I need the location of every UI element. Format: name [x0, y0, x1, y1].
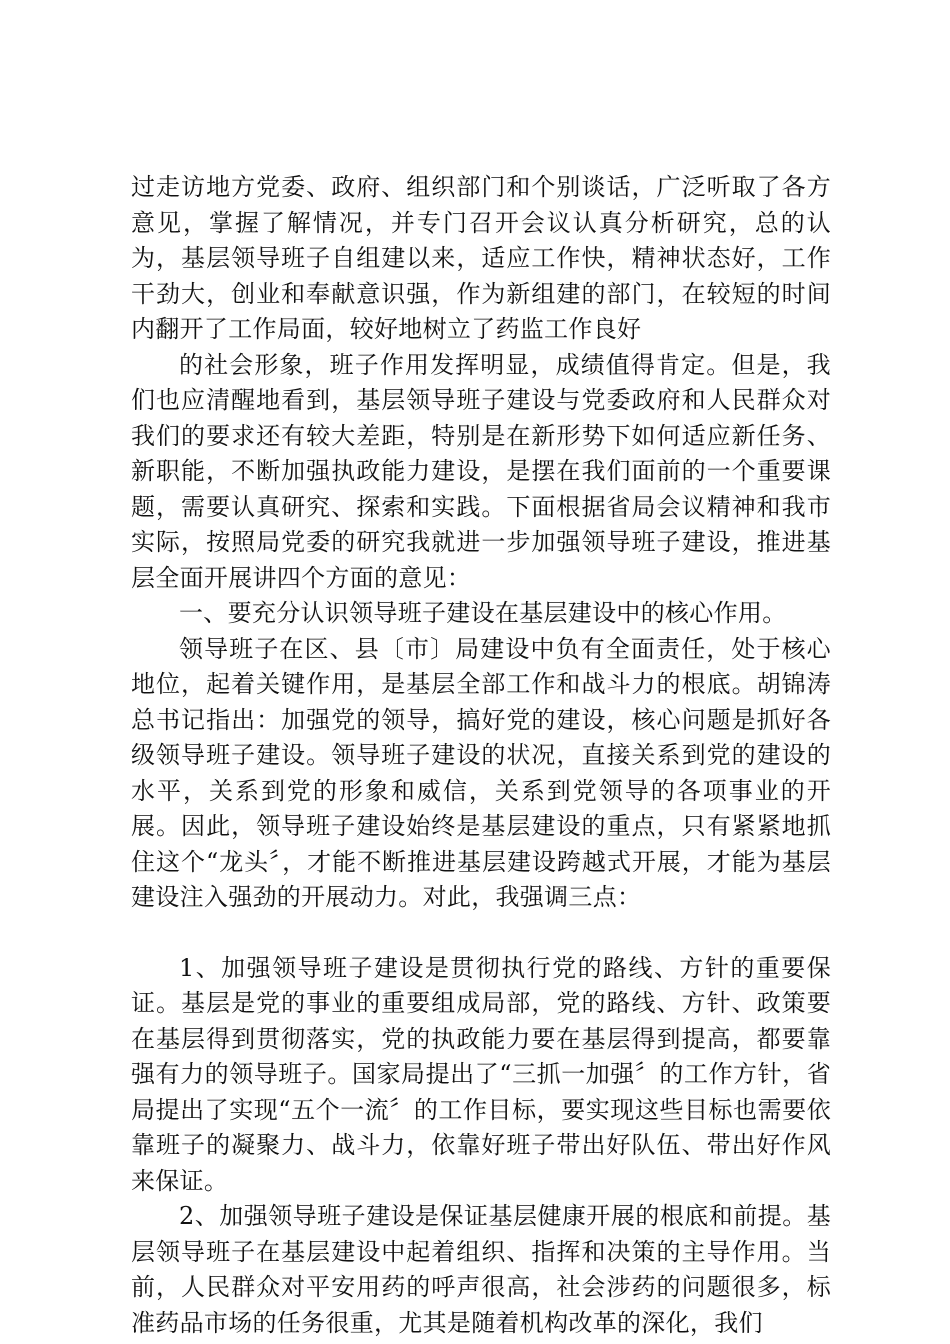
document-body [131, 170, 831, 1341]
paragraph-assessment: 的社会形象，班子作用发挥明显，成绩值得肯定。但是，我们也应清醒地看到，基层领导班子建设与党委政府和人民群众对我们的要求还有较大差距，特别是在新形势下如何适应新任务、新职能，不断加强执政能力建设，是摆在我们面前的一个重要课题，需要认真研究、探索和实践。下面根据省局会议精神和我市实际，按照局党委的研究我就进一步加强领导班子建设，推进基层全面开展讲四个方面的意见： [131, 350, 831, 592]
paragraph-spacer [131, 916, 831, 951]
paragraph-point-1: 1、加强领导班子建设是贯彻执行党的路线、方针的重要保证。基层是党的事业的重要组成局部，党的路线、方针、政策要在基层得到贯彻落实，党的执政能力要在基层得到提高，都要靠强有力的领导班子。国家局提出了“三抓一加强〞的工作方针，省局提出了实现“五个一流〞的工作目标，要实现这些目标也需要依靠班子的凝聚力、战斗力，依靠好班子带出好队伍、带出好作风来保证。 [131, 953, 831, 1195]
paragraph-core-role: 领导班子在区、县〔市〕局建设中负有全面责任，处于核心地位，起着关键作用，是基层全部工作和战斗力的根底。胡锦涛总书记指出：加强党的领导，搞好党的建设，核心问题是抓好各级领导班子建设。领导班子建设的状况，直接关系到党的建设的水平，关系到党的形象和威信，关系到党领导的各项事业的开展。因此，领导班子建设始终是基层建设的重点，只有紧紧地抓住这个“龙头〞，才能不断推进基层建设跨越式开展，才能为基层建设注入强劲的开展动力。对此，我强调三点： [131, 634, 831, 911]
paragraph-intro: 过走访地方党委、政府、组织部门和个别谈话，广泛听取了各方意见，掌握了解情况，并专门召开会议认真分析研究，总的认为，基层领导班子自组建以来，适应工作快，精神状态好，工作干劲大，创业和奉献意识强，作为新组建的部门，在较短的时间内翻开了工作局面，较好地树立了药监工作良好 [131, 173, 831, 343]
paragraph-point-2: 2、加强领导班子建设是保证基层健康开展的根底和前提。基层领导班子在基层建设中起着组织、指挥和决策的主导作用。当前，人民群众对平安用药的呼声很高，社会涉药的问题很多，标准药品市场的任务很重，尤其是随着机构改革的深化，我们 [131, 1202, 831, 1337]
section-heading-1: 一、要充分认识领导班子建设在基层建设中的核心作用。 [179, 599, 787, 627]
